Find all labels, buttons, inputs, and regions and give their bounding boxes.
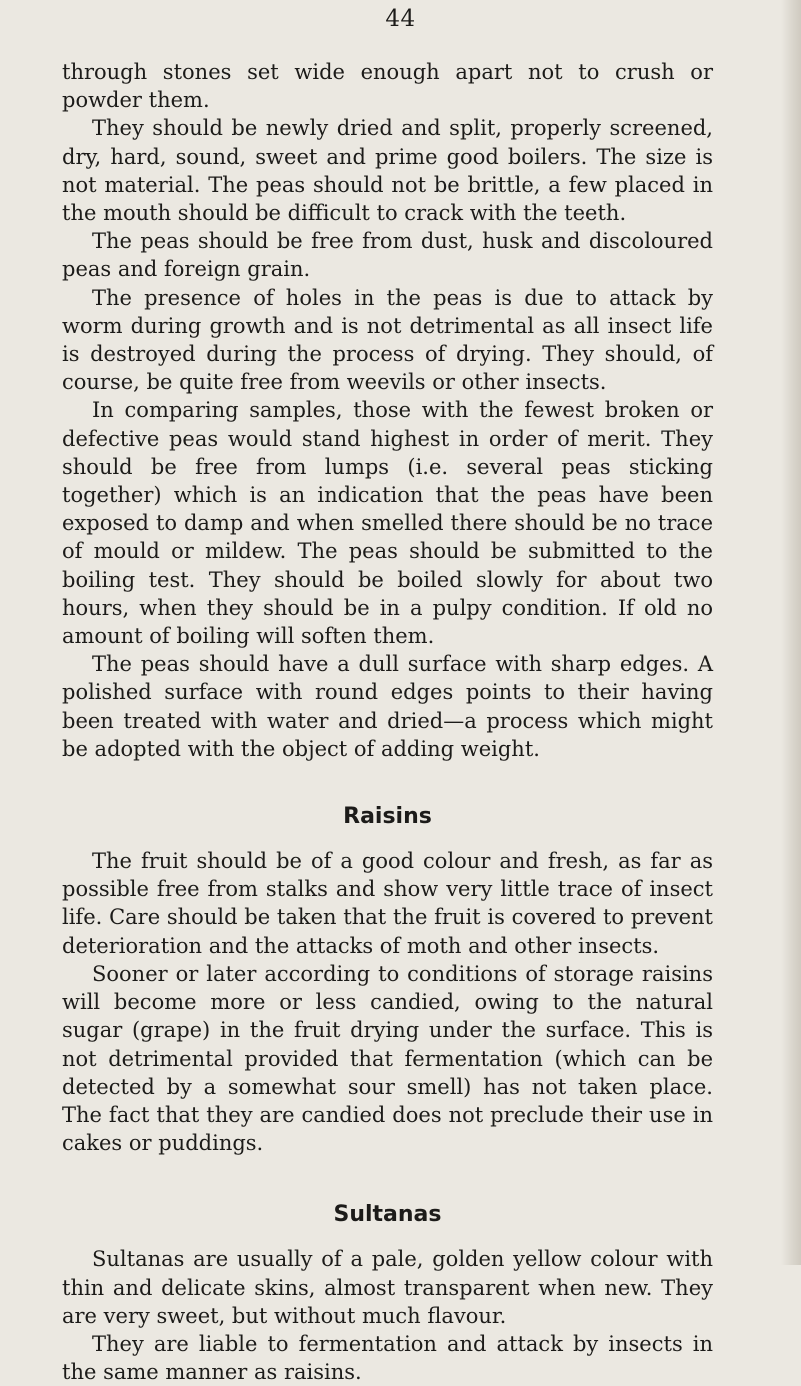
paragraph: They are liable to fermentation and attack by insects in the same manner as raisins. [62, 1331, 713, 1385]
page-number: 44 [385, 6, 416, 32]
section-heading-raisins: Raisins [343, 804, 432, 830]
paragraph: Sultanas are usually of a pale, golden yellow colour with thin and delicate skins, almost transparent when new. They are very sweet, but without much flavour. [62, 1247, 713, 1328]
paragraph: The peas should be free from dust, husk and discoloured peas and foreign grain. [62, 229, 713, 282]
paragraph: The presence of holes in the peas is due to attack by worm during growth and is not detrimental as all insect life is destroyed during the process of drying. They should, of course, be quite free from weevils or other insects. [62, 285, 713, 395]
paragraph: In comparing samples, those with the fewest broken or defective peas would stand highest in order of merit. They should be free from lumps (i.e. several peas sticking together) which is an indication that the peas have been exposed to damp and when smelled there should be no trace of mould or mildew. The peas should be submitted to the boiling test. They should be boiled slowly for about two hours, when they should be in a pulpy condition. If old no amount of boiling will soften them. [62, 398, 713, 649]
text-column [62, 58, 713, 1386]
paragraph: Sooner or later according to conditions of storage raisins will become more or less candied, owing to the natural sugar (grape) in the fruit drying under the surface. This is not detrimental provided that fermentation (which can be detected by a somewhat sour smell) has not taken place. The fact that they are candied does not preclude their use in cakes or puddings. [62, 961, 713, 1156]
paragraph: The fruit should be of a good colour and fresh, as far as possible free from stalks and show very little trace of insect life. Care should be taken that the fruit is covered to prevent deterioration and the attacks of moth and other insects. [62, 849, 713, 958]
paragraph: through stones set wide enough apart not to crush or powder them. [62, 60, 713, 113]
paragraph: They should be newly dried and split, properly screened, dry, hard, sound, sweet and prime good boilers. The size is not material. The peas should not be brittle, a few placed in the mouth should be difficult to crack with the teeth. [62, 116, 713, 226]
page-edge-shadow [781, 0, 801, 1265]
section-heading-sultanas: Sultanas [333, 1202, 442, 1228]
paragraph: The peas should have a dull surface with sharp edges. A polished surface with round edges points to their having been treated with water and dried—a process which might be adopted with the object of adding weight. [62, 652, 713, 761]
